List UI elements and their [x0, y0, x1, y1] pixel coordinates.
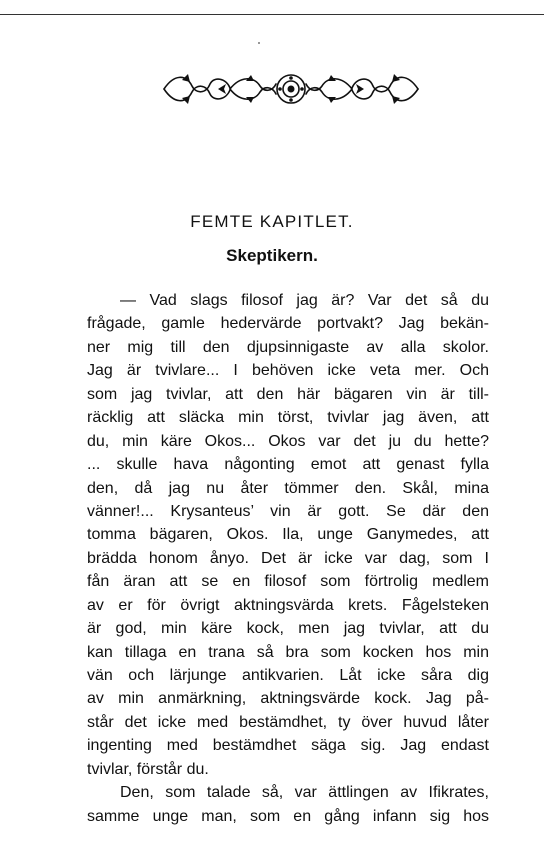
text-line: kan tillaga en trana så bra som kocken hos min [87, 643, 489, 661]
text-line: Den, som talade så, var ättlingen av Ifikrates, [120, 784, 489, 802]
text-line: av er för övrigt aktningsvärda krets. Fågelsteken [87, 596, 489, 614]
text-line: Jag är tvivlare... I behöven icke veta mer. Och [87, 362, 489, 380]
text-line: brädda honom ånyo. Det är icke var dag, som I [87, 549, 489, 567]
text-line: av min anmärkning, aktningsvärde kock. Jag på- [87, 690, 489, 708]
text-line: står det icke med bestämdhet, ty över huvud låter [87, 713, 489, 731]
print-speck [258, 42, 260, 44]
text-line: du, min käre Okos... Okos var det ju du hette? [87, 432, 489, 450]
text-line: ner mig till den djupsinnigaste av alla skolor. [87, 338, 489, 356]
text-line: vän och lärjunge antikvarien. Låt icke såra dig [87, 667, 489, 684]
chapter-title: Skeptikern. [226, 246, 318, 265]
text-line: ingenting med bestämdhet säga sig. Jag endast [87, 737, 489, 755]
text-line: är god, min käre kock, men jag tvivlar, att du [87, 620, 489, 638]
top-rule [0, 14, 544, 15]
text-line: som jag tvivlar, att den här bägaren vin är till- [87, 385, 489, 403]
body-text [87, 289, 489, 828]
text-line: — Vad slags filosof jag är? Var det så du [120, 292, 489, 309]
text-line: vänner!... Krysanteus’ vin är gott. Se där den [87, 502, 489, 520]
text-line: frågade, gamle hedervärde portvakt? Jag bekän- [87, 315, 489, 333]
text-line: ... skulle hava någonting emot att genast fylla [87, 456, 489, 474]
text-line: räcklig att släcka min törst, tvivlar jag även, att [87, 409, 489, 427]
text-line: den, då jag nu åter tömmer den. Skål, mina [87, 479, 489, 497]
text-line: tomma bägaren, Okos. Ila, unge Ganymedes, att [87, 526, 489, 544]
text-line: tvivlar, förstår du. [87, 760, 209, 778]
decorative-ornament-icon [160, 70, 422, 108]
text-line: fån äran att se en filosof som förtrolig medlem [87, 573, 489, 591]
paragraph [87, 289, 489, 781]
text-line: samme unge man, som en gång infann sig hos [87, 807, 489, 825]
chapter-heading: FEMTE KAPITLET. [190, 212, 354, 231]
paragraph [87, 781, 489, 828]
